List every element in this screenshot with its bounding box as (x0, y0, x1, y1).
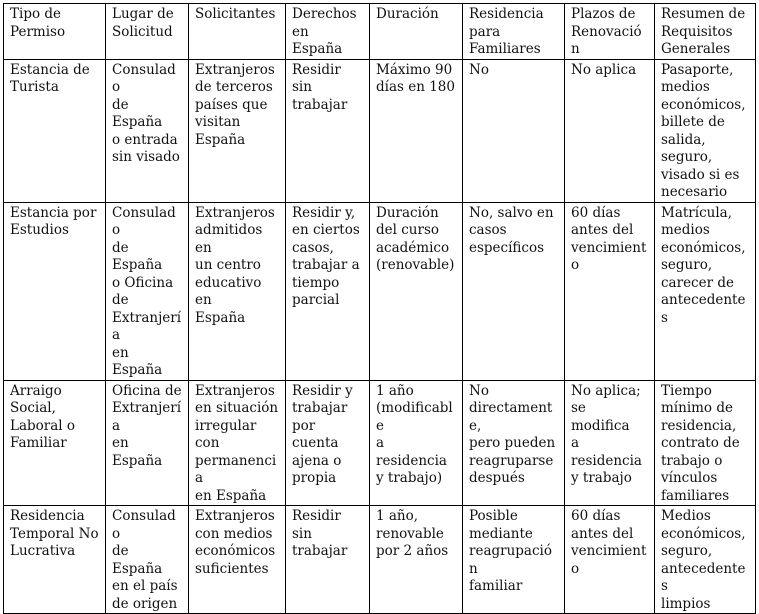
table-cell: No (463, 59, 565, 202)
table-row (4, 380, 756, 506)
table-cell: No aplica (565, 59, 655, 202)
table-cell: 60 días antes del vencimiento (565, 506, 655, 614)
table-cell: Estancia de Turista (4, 59, 106, 202)
table-cell: Pasaporte, medios económicos, billete de salida, seguro, visado si es necesario (655, 59, 756, 202)
table-cell: Tiempo mínimo de residencia, contrato de trabajo o vínculos familiares (655, 380, 756, 506)
header-cell-duracion: Duración (370, 4, 463, 60)
header-cell-derechos: Derechos en España (286, 4, 370, 60)
header-cell-plazos: Plazos de Renovación (565, 4, 655, 60)
header-cell-residencia: Residencia para Familiares (463, 4, 565, 60)
table-cell: 1 año, renovable por 2 años (370, 506, 463, 614)
table-cell: Posible mediante reagrupación familiar (463, 506, 565, 614)
table-cell: Residir y trabajar por cuenta ajena o propia (286, 380, 370, 506)
table-cell: Residir sin trabajar (286, 506, 370, 614)
table-header-row (4, 4, 756, 60)
table-cell: No directamente, pero pueden reagruparse después (463, 380, 565, 506)
table-cell: 1 año (modificable a residencia y trabajo) (370, 380, 463, 506)
table-row (4, 202, 756, 380)
table-cell: Consulado de España en el país de origen (106, 506, 189, 614)
table-cell: Consulado de España o entrada sin visado (106, 59, 189, 202)
table-cell: Arraigo Social, Laboral o Familiar (4, 380, 106, 506)
table-cell: No, salvo en casos específicos (463, 202, 565, 380)
table-cell: Extranjeros admitidos en un centro educativo en España (189, 202, 286, 380)
permits-table (3, 3, 756, 614)
table-cell: Residir y, en ciertos casos, trabajar a tiempo parcial (286, 202, 370, 380)
table-cell: No aplica; se modifica a residencia y trabajo (565, 380, 655, 506)
header-cell-tipo: Tipo de Permiso (4, 4, 106, 60)
table-cell: Duración del curso académico (renovable) (370, 202, 463, 380)
table-cell: Residir sin trabajar (286, 59, 370, 202)
table-cell: Extranjeros en situación irregular con permanencia en España (189, 380, 286, 506)
table-cell: Estancia por Estudios (4, 202, 106, 380)
table-cell: Máximo 90 días en 180 (370, 59, 463, 202)
table-row (4, 59, 756, 202)
table-row (4, 506, 756, 614)
table-cell: 60 días antes del vencimiento (565, 202, 655, 380)
header-cell-solicitantes: Solicitantes (189, 4, 286, 60)
table-cell: Residencia Temporal No Lucrativa (4, 506, 106, 614)
table-cell: Extranjeros de terceros países que visitan España (189, 59, 286, 202)
table-cell: Consulado de España o Oficina de Extranjería en España (106, 202, 189, 380)
header-cell-lugar: Lugar de Solicitud (106, 4, 189, 60)
table-cell: Medios económicos, seguro, antecedentes limpios (655, 506, 756, 614)
table-cell: Matrícula, medios económicos, seguro, carecer de antecedentes (655, 202, 756, 380)
table-cell: Extranjeros con medios económicos suficientes (189, 506, 286, 614)
header-cell-resumen: Resumen de Requisitos Generales (655, 4, 756, 60)
table-cell: Oficina de Extranjería en España (106, 380, 189, 506)
